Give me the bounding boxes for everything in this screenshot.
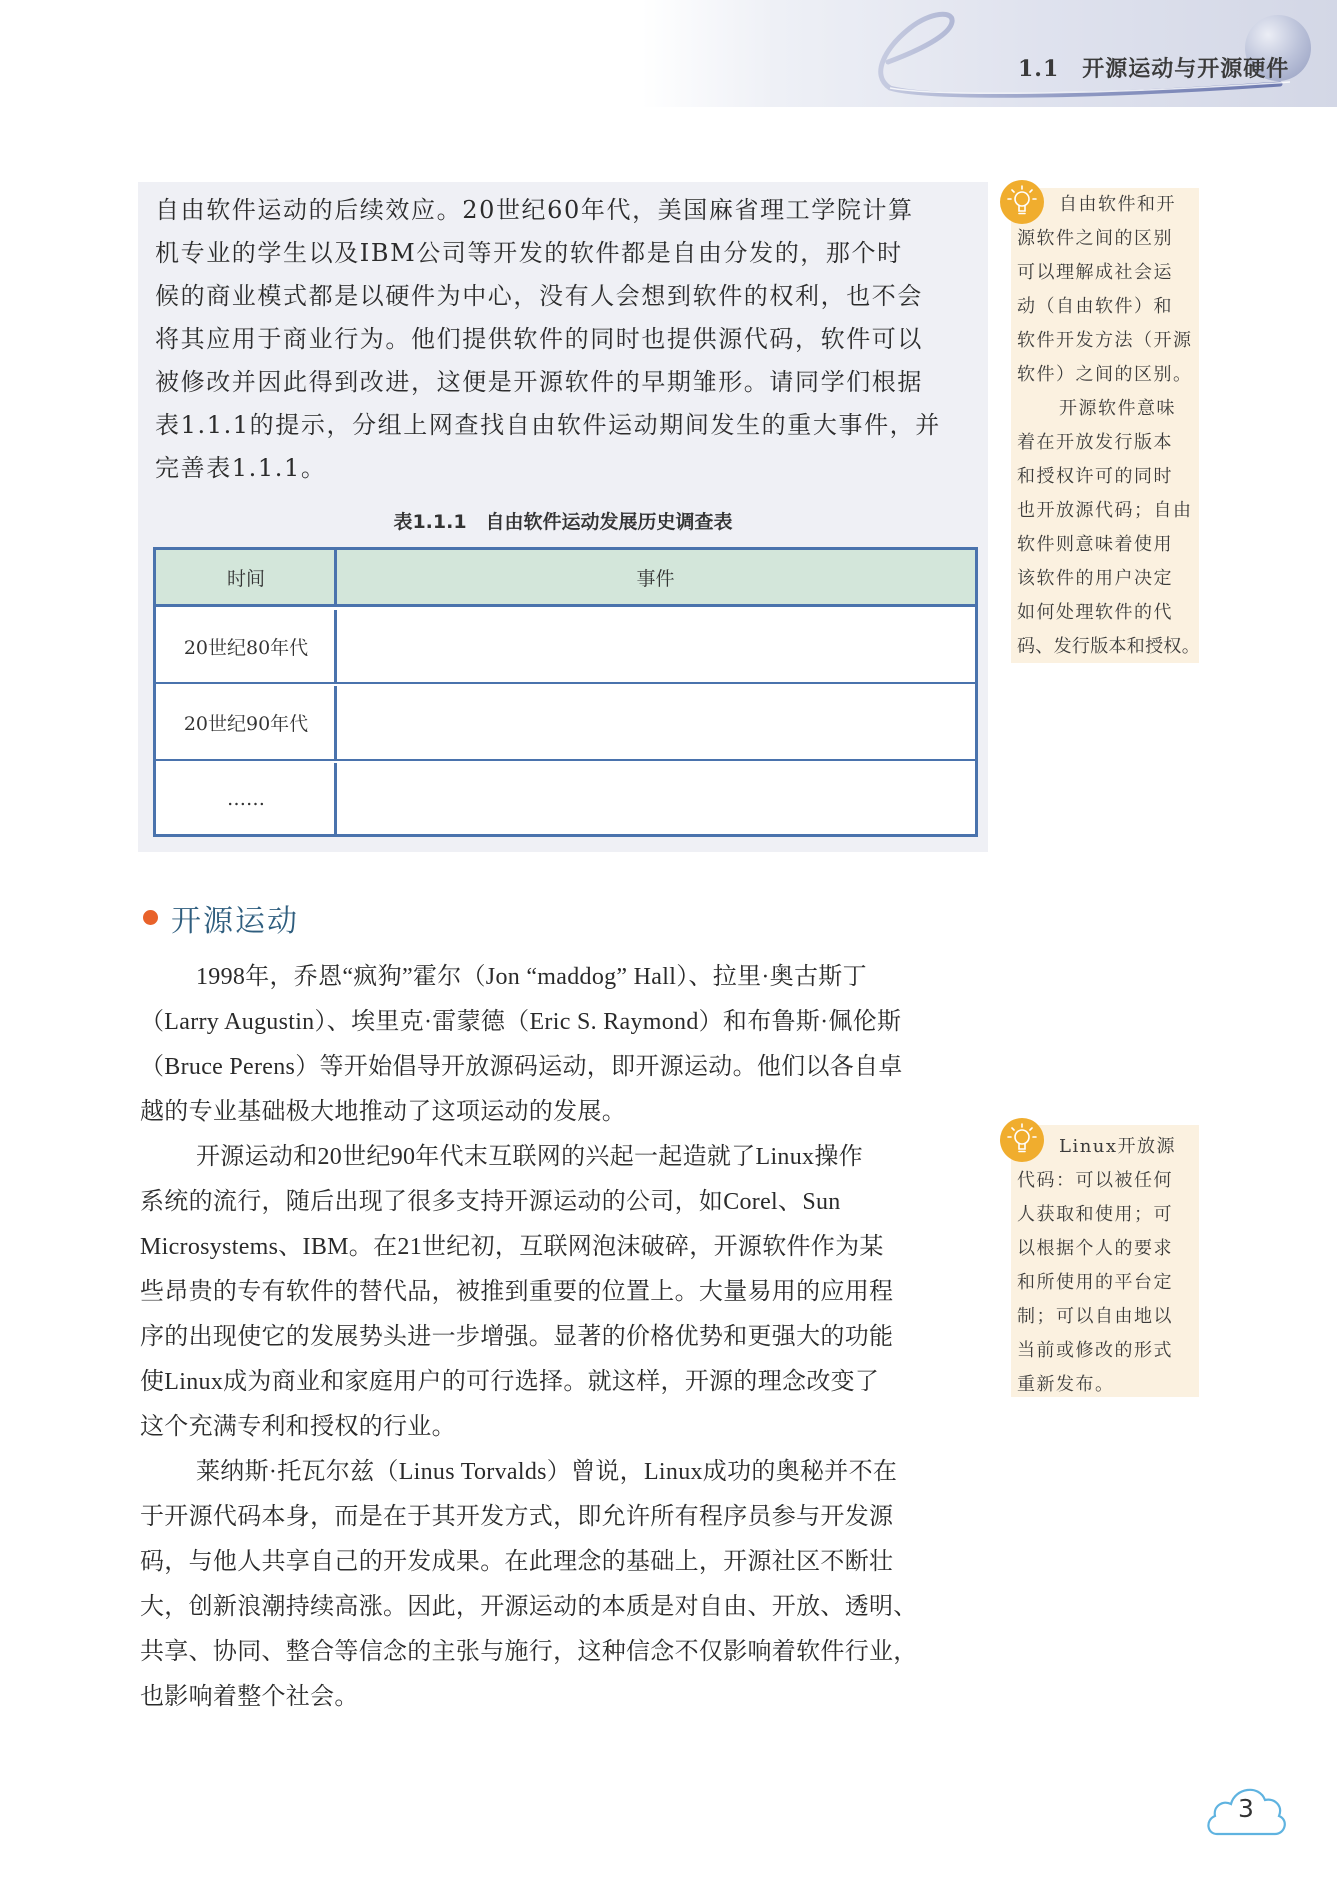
activity-text-line: 被修改并因此得到改进，这便是开源软件的早期雏形。请同学们根据	[155, 368, 923, 396]
chapter-title: 1.1 开源运动与开源硬件	[1018, 56, 1290, 82]
body-text-line: 这个充满专利和授权的行业。	[140, 1414, 456, 1440]
body-text-line: 越的专业基础极大地推动了这项运动的发展。	[140, 1099, 626, 1125]
body-text-line: 大，创新浪潮持续高涨。因此，开源运动的本质是对自由、开放、透明、	[140, 1594, 918, 1620]
table-cell-event[interactable]	[336, 763, 975, 834]
table-caption: 表1.1.1 自由软件运动发展历史调查表	[393, 511, 733, 533]
activity-text-line: 表1.1.1的提示，分组上网查找自由软件运动期间发生的重大事件，并	[155, 411, 941, 439]
table-row	[156, 763, 975, 834]
body-text-line: 也影响着整个社会。	[140, 1684, 359, 1710]
survey-table	[153, 547, 978, 837]
note-text-line: 以根据个人的要求	[1017, 1238, 1173, 1259]
activity-text-line: 完善表1.1.1。	[155, 454, 327, 482]
note-text-line: 开源软件意味	[1059, 398, 1176, 419]
table-cell-time: 20世纪90年代	[183, 713, 309, 735]
note-text-line: 动（自由软件）和	[1017, 296, 1173, 317]
page-number: 3	[1238, 1794, 1254, 1823]
side-note-2	[1011, 1125, 1199, 1397]
body-text-line: 系统的流行，随后出现了很多支持开源运动的公司，如Corel、Sun	[140, 1189, 841, 1215]
activity-text-line: 机专业的学生以及IBM公司等开发的软件都是自由分发的，那个时	[155, 239, 903, 267]
table-cell-time: 20世纪80年代	[183, 636, 309, 659]
note-text-line: 人获取和使用；可	[1017, 1204, 1173, 1225]
lightbulb-icon	[1000, 1118, 1044, 1162]
activity-text-line: 自由软件运动的后续效应。20世纪60年代，美国麻省理工学院计算	[155, 196, 914, 224]
table-cell-time: ……	[227, 787, 265, 810]
section-bullet-icon	[143, 910, 158, 925]
note-text-line: 如何处理软件的代	[1017, 602, 1173, 623]
note-text-line: 着在开放发行版本	[1017, 432, 1173, 453]
body-text-line: 莱纳斯·托瓦尔兹（Linus Torvalds）曾说，Linux成功的奥秘并不在	[196, 1459, 898, 1485]
body-text-line: 共享、协同、整合等信念的主张与施行，这种信念不仅影响着软件行业，	[140, 1639, 918, 1665]
section-heading: 开源运动	[171, 904, 299, 939]
body-text-line: Microsystems、IBM。在21世纪初，互联网泡沫破碎，开源软件作为某	[140, 1234, 884, 1260]
body-text-line: （Bruce Perens）等开始倡导开放源码运动，即开源运动。他们以各自卓	[140, 1054, 903, 1080]
table-cell-event[interactable]	[336, 610, 975, 682]
note-text-line: 源软件之间的区别	[1017, 228, 1173, 249]
body-text-line: 开源运动和20世纪90年代末互联网的兴起一起造就了Linux操作	[196, 1144, 863, 1170]
note-text-line: 自由软件和开	[1059, 194, 1176, 215]
note-text-line: 该软件的用户决定	[1017, 568, 1173, 589]
note-text-line: 和授权许可的同时	[1017, 466, 1173, 487]
activity-text-line: 将其应用于商业行为。他们提供软件的同时也提供源代码，软件可以	[155, 325, 923, 353]
note-text-line: Linux开放源	[1059, 1136, 1177, 1157]
note-text-line: 和所使用的平台定	[1017, 1272, 1173, 1293]
note-text-line: 代码：可以被任何	[1017, 1170, 1173, 1191]
note-text-line: 当前或修改的形式	[1017, 1340, 1173, 1361]
side-note-1	[1011, 188, 1199, 663]
table-header-row	[156, 550, 975, 607]
note-text-line: 也开放源代码；自由	[1017, 500, 1193, 521]
body-text-line: 1998年，乔恩“疯狗”霍尔（Jon “maddog” Hall）、拉里·奥古斯丁	[196, 964, 867, 990]
note-text-line: 软件开发方法（开源	[1017, 330, 1193, 351]
body-text-line: （Larry Augustin）、埃里克·雷蒙德（Eric S. Raymond）和布鲁斯·佩伦斯	[140, 1009, 902, 1035]
note-text-line: 软件则意味着使用	[1017, 534, 1173, 555]
lightbulb-icon	[1000, 180, 1044, 224]
body-text-line: 使Linux成为商业和家庭用户的可行选择。就这样，开源的理念改变了	[140, 1369, 880, 1395]
table-row	[156, 610, 975, 684]
note-text-line: 制；可以自由地以	[1017, 1306, 1173, 1327]
note-text-line: 可以理解成社会运	[1017, 262, 1173, 283]
activity-text-line: 候的商业模式都是以硬件为中心，没有人会想到软件的权利，也不会	[155, 282, 923, 310]
body-text-line: 些昂贵的专有软件的替代品，被推到重要的位置上。大量易用的应用程	[140, 1279, 894, 1305]
table-header-time: 时间	[226, 567, 265, 590]
note-text-line: 重新发布。	[1017, 1374, 1115, 1395]
table-header-event: 事件	[636, 567, 675, 590]
activity-box	[138, 182, 988, 852]
note-text-line: 码、发行版本和授权。	[1017, 636, 1200, 657]
body-text-line: 于开源代码本身，而是在于其开发方式，即允许所有程序员参与开发源	[140, 1504, 894, 1530]
note-text-line: 软件）之间的区别。	[1017, 364, 1193, 385]
body-text-line: 码，与他人共享自己的开发成果。在此理念的基础上，开源社区不断壮	[140, 1549, 894, 1575]
table-row	[156, 686, 975, 761]
body-text-line: 序的出现使它的发展势头进一步增强。显著的价格优势和更强大的功能	[140, 1324, 894, 1350]
table-cell-event[interactable]	[336, 686, 975, 759]
